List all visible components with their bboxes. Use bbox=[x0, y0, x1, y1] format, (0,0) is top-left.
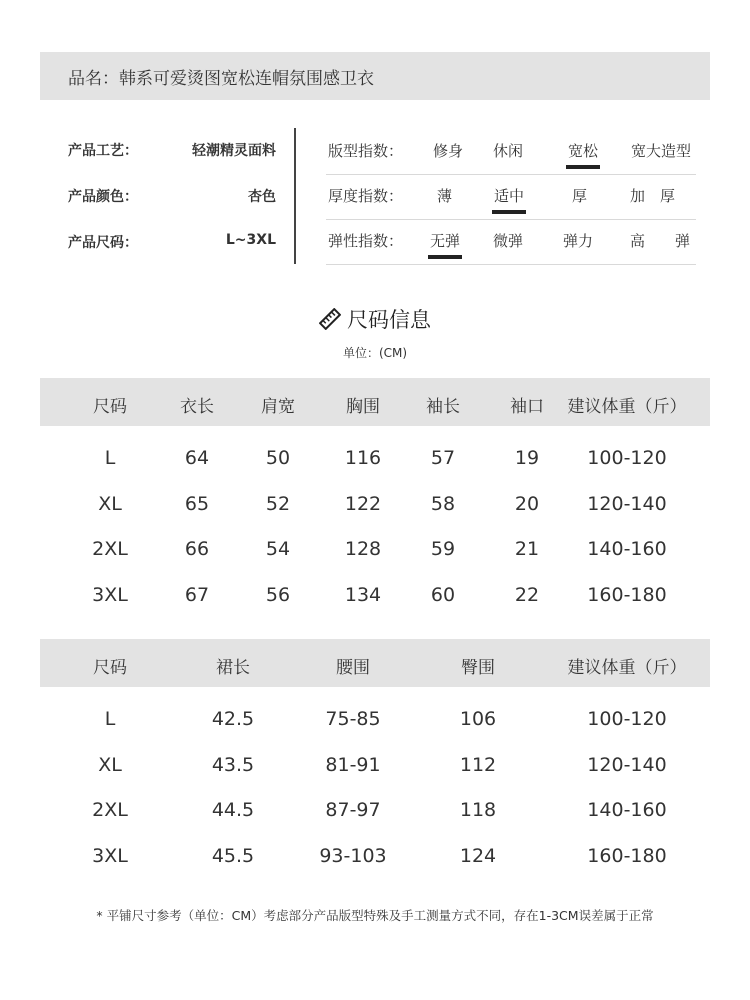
attr-color bbox=[68, 186, 276, 232]
index-option: 适中 bbox=[494, 187, 525, 205]
table-cell: 21 bbox=[514, 538, 540, 560]
table-row bbox=[40, 569, 710, 615]
table-cell: 128 bbox=[344, 538, 382, 560]
table-cell: 87-97 bbox=[325, 799, 381, 821]
table-cell: 140-160 bbox=[587, 538, 667, 560]
column-header: 腰围 bbox=[336, 658, 370, 678]
table-row bbox=[40, 523, 710, 569]
table-cell: 56 bbox=[265, 583, 291, 606]
index-option: 修身 bbox=[433, 142, 464, 160]
table-row bbox=[40, 739, 710, 785]
column-header: 裙长 bbox=[216, 658, 250, 678]
attr-value: 轻潮精灵面料 bbox=[192, 143, 276, 159]
column-header: 臀围 bbox=[461, 658, 495, 678]
table-cell: 59 bbox=[430, 538, 456, 560]
index-row-elasticity bbox=[326, 220, 696, 265]
table-cell: 134 bbox=[344, 583, 382, 606]
size-table-top bbox=[40, 378, 710, 614]
table-header bbox=[40, 378, 710, 426]
table-cell: 54 bbox=[265, 538, 291, 560]
table-cell: 50 bbox=[265, 447, 291, 469]
table-row bbox=[40, 432, 710, 478]
table-cell: 2XL bbox=[92, 538, 128, 560]
table-cell: 44.5 bbox=[211, 799, 255, 821]
table-cell: 57 bbox=[430, 447, 456, 469]
table-cell: 75-85 bbox=[325, 708, 381, 730]
column-header: 袖长 bbox=[426, 397, 460, 417]
column-header: 建议体重（斤） bbox=[567, 397, 687, 417]
attr-value: 杏色 bbox=[248, 189, 276, 205]
table-cell: 120-140 bbox=[587, 492, 667, 515]
table-cell: 93-103 bbox=[319, 844, 387, 867]
table-cell: 42.5 bbox=[211, 708, 255, 730]
table-cell: 3XL bbox=[92, 844, 128, 867]
table-row bbox=[40, 830, 710, 876]
index-option: 宽大造型 bbox=[631, 142, 692, 160]
table-cell: 100-120 bbox=[587, 447, 667, 469]
table-cell: 67 bbox=[184, 583, 210, 606]
table-cell: 160-180 bbox=[587, 844, 667, 867]
table-cell: 124 bbox=[459, 844, 497, 867]
table-cell: 122 bbox=[344, 492, 382, 515]
index-table bbox=[326, 130, 696, 265]
unit-label: 单位：(CM) bbox=[342, 346, 408, 360]
index-option: 休闲 bbox=[493, 142, 524, 160]
table-cell: 3XL bbox=[92, 583, 128, 606]
column-header: 袖口 bbox=[510, 397, 544, 417]
table-cell: L bbox=[104, 447, 116, 469]
table-row bbox=[40, 784, 710, 830]
column-header: 衣长 bbox=[180, 397, 214, 417]
table-cell: 100-120 bbox=[587, 708, 667, 730]
index-option: 宽松 bbox=[568, 142, 599, 160]
size-table-bottom bbox=[40, 639, 710, 875]
table-cell: XL bbox=[98, 753, 122, 776]
index-option: 高 弹 bbox=[630, 232, 691, 250]
table-cell: 20 bbox=[514, 492, 540, 515]
attr-label: 产品工艺： bbox=[68, 143, 138, 159]
measurement-note: * 平铺尺寸参考（单位：CM）考虑部分产品版型特殊及手工测量方式不同，存在1-3CM误差属于正常 bbox=[96, 908, 654, 923]
table-cell: 120-140 bbox=[587, 753, 667, 776]
table-header bbox=[40, 639, 710, 687]
attr-label: 产品颜色： bbox=[68, 189, 138, 205]
product-title-bar bbox=[40, 52, 710, 100]
index-row-fit bbox=[326, 130, 696, 175]
table-cell: 43.5 bbox=[211, 753, 255, 776]
table-row bbox=[40, 693, 710, 739]
table-row bbox=[40, 478, 710, 524]
table-cell: 160-180 bbox=[587, 583, 667, 606]
size-info-heading bbox=[0, 304, 750, 334]
table-cell: 65 bbox=[184, 492, 210, 515]
table-cell: 19 bbox=[514, 447, 540, 469]
product-name: 品名：韩系可爱烫图宽松连帽氛围感卫衣 bbox=[68, 68, 374, 89]
table-cell: L bbox=[104, 708, 116, 730]
attr-size bbox=[68, 232, 276, 278]
table-cell: 116 bbox=[344, 447, 382, 469]
table-cell: 22 bbox=[514, 583, 540, 606]
attr-craft bbox=[68, 140, 276, 186]
table-cell: 58 bbox=[430, 492, 456, 515]
index-option: 微弹 bbox=[493, 232, 524, 250]
index-row-thickness bbox=[326, 175, 696, 220]
table-cell: 60 bbox=[430, 583, 456, 606]
table-cell: 106 bbox=[459, 708, 497, 730]
index-option: 无弹 bbox=[430, 232, 461, 250]
column-header: 尺码 bbox=[93, 658, 127, 678]
table-cell: XL bbox=[98, 492, 122, 515]
column-header: 建议体重（斤） bbox=[567, 658, 687, 678]
column-header: 尺码 bbox=[93, 397, 127, 417]
column-header: 胸围 bbox=[346, 397, 380, 417]
table-cell: 45.5 bbox=[211, 844, 255, 867]
table-cell: 66 bbox=[184, 538, 210, 560]
attr-label: 产品尺码： bbox=[68, 235, 138, 251]
index-label: 弹性指数： bbox=[328, 232, 404, 250]
table-cell: 118 bbox=[459, 799, 497, 821]
vertical-divider bbox=[294, 128, 296, 264]
ruler-icon bbox=[319, 308, 341, 330]
section-title: 尺码信息 bbox=[347, 308, 431, 332]
table-cell: 140-160 bbox=[587, 799, 667, 821]
index-option: 薄 bbox=[437, 187, 453, 205]
index-option: 厚 bbox=[572, 187, 588, 205]
table-cell: 64 bbox=[184, 447, 210, 469]
table-cell: 52 bbox=[265, 492, 291, 515]
table-cell: 2XL bbox=[92, 799, 128, 821]
index-label: 厚度指数： bbox=[328, 187, 404, 205]
table-cell: 81-91 bbox=[325, 753, 381, 776]
column-header: 肩宽 bbox=[261, 397, 295, 417]
product-attributes bbox=[68, 140, 276, 278]
index-label: 版型指数： bbox=[328, 142, 404, 160]
attr-value: L~3XL bbox=[225, 232, 276, 248]
index-option: 加 厚 bbox=[630, 187, 676, 205]
index-option: 弹力 bbox=[563, 232, 594, 250]
table-cell: 112 bbox=[459, 753, 497, 776]
